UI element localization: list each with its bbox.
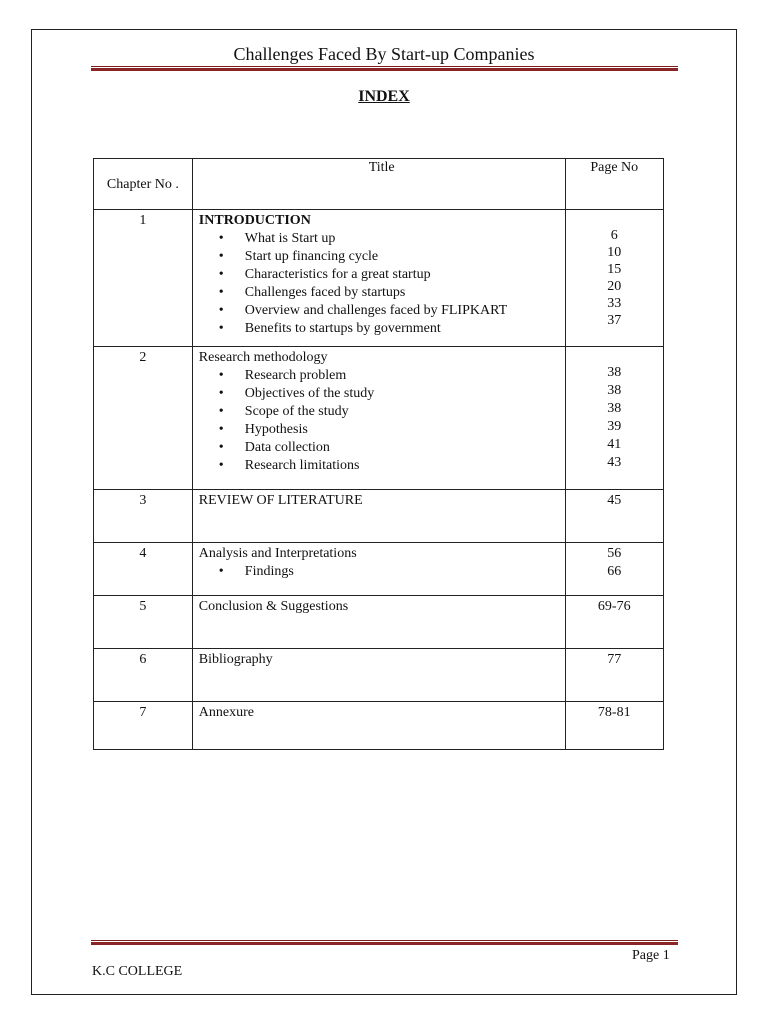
page-number: 78-81 <box>597 705 631 720</box>
header-rule <box>91 66 678 71</box>
table-row <box>94 210 664 347</box>
page-number-cell <box>565 596 663 649</box>
chapter-title-cell <box>192 702 565 750</box>
list-item: • Challenges faced by startups <box>219 284 565 302</box>
chapter-number: 7 <box>94 702 193 750</box>
chapter-number: 5 <box>94 596 193 649</box>
table-row <box>94 702 664 750</box>
page-number-cell <box>565 210 663 347</box>
page-number: 10 <box>607 245 622 260</box>
chapter-title: REVIEW OF LITERATURE <box>198 493 363 508</box>
page-number-cell <box>565 649 663 702</box>
chapter-title: Conclusion & Suggestions <box>198 599 349 614</box>
list-item: • Data collection <box>219 439 565 457</box>
table-row <box>94 543 664 596</box>
page-number: 15 <box>607 262 622 277</box>
list-item: • Overview and challenges faced by FLIPKART <box>219 302 565 320</box>
chapter-title: Bibliography <box>198 652 273 667</box>
list-item: • Characteristics for a great startup <box>219 266 565 284</box>
chapter-title-cell <box>192 649 565 702</box>
page-number: 6 <box>610 228 618 243</box>
running-header-title: Challenges Faced By Start-up Companies <box>233 44 535 64</box>
page-number: 69-76 <box>597 599 631 614</box>
list-item: • Research problem <box>219 367 565 385</box>
list-item: • Benefits to startups by government <box>219 320 565 338</box>
page-number-cell <box>565 702 663 750</box>
chapter-number: 2 <box>94 347 193 490</box>
list-item: • Objectives of the study <box>219 385 565 403</box>
footer-rule <box>91 940 678 945</box>
list-item: • Start up financing cycle <box>219 248 565 266</box>
chapter-title-cell <box>192 210 565 347</box>
list-item: • Hypothesis <box>219 421 565 439</box>
page-number: 41 <box>607 437 622 452</box>
index-table <box>93 158 664 750</box>
chapter-number: 1 <box>94 210 193 347</box>
page-number: 33 <box>607 296 622 311</box>
header-title-cell <box>192 159 565 210</box>
chapter-title: Research methodology <box>198 350 328 365</box>
chapter-number: 4 <box>94 543 193 596</box>
page-number: 38 <box>607 383 622 398</box>
list-item: • Research limitations <box>219 457 565 475</box>
page-number: 38 <box>607 365 622 380</box>
chapter-title-cell <box>192 490 565 543</box>
footer-page-number: Page 1 <box>632 948 670 963</box>
header-page-cell <box>565 159 663 210</box>
page-number: 45 <box>607 493 622 508</box>
page-number-cell <box>565 490 663 543</box>
page-number-cell <box>565 543 663 596</box>
list-item: • Scope of the study <box>219 403 565 421</box>
page-number: 37 <box>607 313 622 328</box>
table-row <box>94 596 664 649</box>
subtopic-list <box>199 230 565 338</box>
chapter-number: 6 <box>94 649 193 702</box>
header-chapter-label: Chapter No . <box>106 177 179 192</box>
chapter-title: INTRODUCTION <box>198 213 311 228</box>
page-number: 66 <box>607 564 622 579</box>
header-chapter-cell <box>94 159 193 210</box>
page-number-cell <box>565 347 663 490</box>
table-row <box>94 490 664 543</box>
table-row <box>94 347 664 490</box>
header-title-label: Title <box>368 160 395 175</box>
footer-college-name: K.C COLLEGE <box>92 964 183 979</box>
table-row <box>94 649 664 702</box>
page-number: 38 <box>607 401 622 416</box>
subtopic-list <box>199 563 565 581</box>
table-header-row <box>94 159 664 210</box>
subtopic-list <box>199 367 565 475</box>
page-number: 77 <box>607 652 622 667</box>
chapter-title-cell <box>192 596 565 649</box>
list-item: • What is Start up <box>219 230 565 248</box>
chapter-title-cell <box>192 543 565 596</box>
page-number: 56 <box>607 546 622 561</box>
chapter-title: Annexure <box>198 705 254 720</box>
chapter-number: 3 <box>94 490 193 543</box>
chapter-title: Analysis and Interpretations <box>198 546 357 561</box>
chapter-title-cell <box>192 347 565 490</box>
index-heading: INDEX <box>358 88 410 105</box>
header-page-label: Page No <box>590 160 639 175</box>
page-number: 39 <box>607 419 622 434</box>
page-number: 43 <box>607 455 622 470</box>
list-item: • Findings <box>219 563 565 581</box>
page-number: 20 <box>607 279 622 294</box>
